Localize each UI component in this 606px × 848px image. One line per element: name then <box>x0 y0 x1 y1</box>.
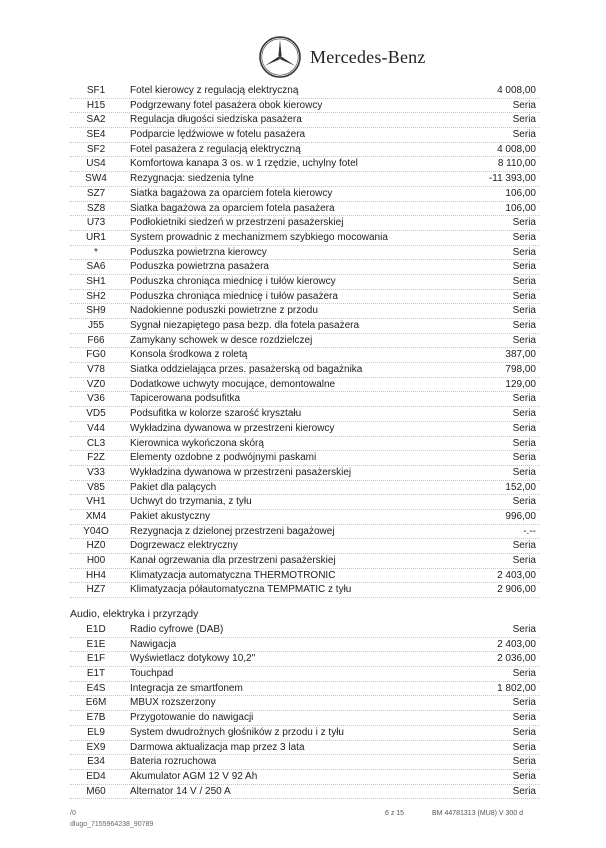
option-description: Siatka bagażowa za oparciem fotela pasażera <box>130 202 335 214</box>
audio-options-table <box>70 623 540 799</box>
option-price: Seria <box>512 437 536 449</box>
option-code: ED4 <box>86 770 106 782</box>
option-price: Seria <box>512 466 536 478</box>
option-code: HZ0 <box>86 540 106 552</box>
option-code: * <box>94 246 98 258</box>
option-description: MBUX rozszerzony <box>130 697 216 709</box>
brand-name: Mercedes-Benz <box>310 46 426 67</box>
option-price: Seria <box>512 712 536 724</box>
option-code: FG0 <box>86 349 106 361</box>
page-number: 6 z 15 <box>385 810 405 817</box>
table-row <box>70 437 540 452</box>
option-code: VH1 <box>86 496 106 508</box>
table-row <box>70 495 540 510</box>
table-row <box>70 741 540 756</box>
option-code: CL3 <box>86 437 106 449</box>
option-description: Wyświetlacz dotykowy 10,2" <box>130 653 256 665</box>
table-row <box>70 334 540 349</box>
option-price: Seria <box>512 770 536 782</box>
table-row <box>70 770 540 785</box>
table-row <box>70 583 540 598</box>
option-description: Klimatyzacja półautomatyczna TEMPMATIC z tyłu <box>130 584 352 596</box>
option-description: Przygotowanie do nawigacji <box>130 712 254 724</box>
option-description: System prowadnic z mechanizmem szybkiego mocowania <box>130 231 388 243</box>
table-row <box>70 539 540 554</box>
option-code: SW4 <box>85 173 107 185</box>
table-row <box>70 682 540 697</box>
option-description: Alternator 14 V / 250 A <box>130 785 231 797</box>
table-row <box>70 407 540 422</box>
option-price: Seria <box>512 697 536 709</box>
option-code: US4 <box>86 158 106 170</box>
option-code: SH1 <box>86 275 106 287</box>
brand-header <box>258 34 426 80</box>
option-price: Seria <box>512 305 536 317</box>
option-description: Akumulator AGM 12 V 92 Ah <box>130 770 258 782</box>
option-code: E6M <box>85 697 107 709</box>
option-price: Seria <box>512 496 536 508</box>
option-code: E4S <box>86 682 106 694</box>
option-code: Y04O <box>83 525 109 537</box>
option-description: Poduszka chroniąca miednicę i tułów pasażera <box>130 290 338 302</box>
footer-left <box>70 808 153 830</box>
option-description: Podgrzewany fotel pasażera obok kierowcy <box>130 99 323 111</box>
table-row <box>70 755 540 770</box>
option-price: 4 008,00 <box>497 85 536 96</box>
option-price: 2 906,00 <box>497 584 536 596</box>
table-row <box>70 246 540 261</box>
table-row <box>70 667 540 682</box>
option-price: 387,00 <box>505 349 536 361</box>
option-price: Seria <box>512 217 536 229</box>
option-code: EL9 <box>87 726 105 738</box>
option-description: Zamykany schowek w desce rozdzielczej <box>130 334 313 346</box>
option-price: Seria <box>512 756 536 768</box>
option-price: 8 110,00 <box>497 158 536 170</box>
table-row <box>70 422 540 437</box>
option-price: Seria <box>512 129 536 141</box>
option-price: Seria <box>512 624 536 635</box>
option-code: EX9 <box>86 741 106 753</box>
option-description: Wykładzina dywanowa w przestrzeni pasażerskiej <box>130 466 352 478</box>
option-description: Nadokienne poduszki powietrzne z przodu <box>130 305 318 317</box>
option-description: Konsola środkowa z roletą <box>130 349 248 361</box>
option-description: Wykładzina dywanowa w przestrzeni kierowcy <box>130 422 335 434</box>
option-description: Uchwyt do trzymania, z tyłu <box>130 496 252 508</box>
option-description: Darmowa aktualizacja map przez 3 lata <box>130 741 305 753</box>
options-table <box>70 84 540 598</box>
table-row <box>70 525 540 540</box>
option-code: F66 <box>87 334 105 346</box>
option-price: 798,00 <box>505 364 536 376</box>
option-code: HH4 <box>85 569 106 581</box>
option-code: SA2 <box>86 114 106 126</box>
option-price: Seria <box>512 334 536 346</box>
option-code: H15 <box>86 99 106 111</box>
option-description: Radio cyfrowe (DAB) <box>130 624 224 635</box>
option-price: Seria <box>512 408 536 420</box>
table-row <box>70 652 540 667</box>
option-code: E7B <box>86 712 106 724</box>
option-price: 2 403,00 <box>497 638 536 650</box>
table-row <box>70 157 540 172</box>
table-row <box>70 99 540 114</box>
option-description: Kierownica wykończona skórą <box>130 437 264 449</box>
option-price: 1 802,00 <box>497 682 536 694</box>
option-description: Sygnał niezapiętego pasa bezp. dla fotela pasażera <box>130 320 360 331</box>
table-row <box>70 143 540 158</box>
table-row <box>70 172 540 187</box>
table-row <box>70 216 540 231</box>
table-row <box>70 481 540 496</box>
option-price: Seria <box>512 275 536 287</box>
table-row <box>70 231 540 246</box>
option-code: E1F <box>86 653 106 665</box>
option-description: Dogrzewacz elektryczny <box>130 540 238 552</box>
document-reference: BM 44781313 (MU8) V 300 d <box>432 810 524 817</box>
option-description: Tapicerowana podsufitka <box>130 393 241 405</box>
option-code: E1E <box>86 638 106 650</box>
option-description: Klimatyzacja automatyczna THERMOTRONIC <box>130 569 336 581</box>
option-description: Elementy ozdobne z podwójnymi paskami <box>130 452 317 464</box>
table-row <box>70 378 540 393</box>
mercedes-star-icon <box>258 35 302 79</box>
option-description: Siatka bagażowa za oparciem fotela kierowcy <box>130 187 333 199</box>
option-description: Touchpad <box>130 668 174 680</box>
option-price: Seria <box>512 99 536 111</box>
option-code: V44 <box>87 422 105 434</box>
table-row <box>70 290 540 305</box>
option-price: Seria <box>512 741 536 753</box>
option-code: E1T <box>86 668 106 680</box>
table-row <box>70 84 540 99</box>
option-price: Seria <box>512 726 536 738</box>
table-row <box>70 275 540 290</box>
table-row <box>70 187 540 202</box>
option-code: SZ7 <box>86 187 106 199</box>
option-description: Siatka oddzielająca przes. pasażerską od bagażnika <box>130 364 363 376</box>
table-row <box>70 623 540 638</box>
option-price: -.-- <box>523 525 536 537</box>
option-code: E1D <box>86 624 106 635</box>
option-description: Fotel pasażera z regulacją elektryczną <box>130 143 301 155</box>
option-code: SF2 <box>86 143 106 155</box>
option-code: U73 <box>86 217 106 229</box>
table-row <box>70 554 540 569</box>
table-row <box>70 304 540 319</box>
table-row <box>70 569 540 584</box>
footer-left-line1: /0 <box>70 810 76 817</box>
option-description: System dwudrożnych głośników z przodu i z tyłu <box>130 726 344 738</box>
option-code: F2Z <box>87 452 105 464</box>
option-price: 106,00 <box>505 202 536 214</box>
table-row <box>70 319 540 334</box>
option-description: Komfortowa kanapa 3 os. w 1 rzędzie, uchylny fotel <box>130 158 358 170</box>
option-price: 2 036,00 <box>497 653 536 665</box>
option-price: 129,00 <box>505 378 536 390</box>
option-price: Seria <box>512 540 536 552</box>
option-price: Seria <box>512 393 536 405</box>
option-code: V78 <box>87 364 105 376</box>
option-code: V33 <box>87 466 105 478</box>
option-description: Integracja ze smartfonem <box>130 682 243 694</box>
option-code: J55 <box>87 320 105 331</box>
option-description: Pakiet dla palących <box>130 481 217 493</box>
option-code: SF1 <box>86 85 106 96</box>
option-description: Rezygnacja z dzielonej przestrzeni bagażowej <box>130 525 335 537</box>
option-price: 2 403,00 <box>497 569 536 581</box>
table-row <box>70 348 540 363</box>
table-row <box>70 260 540 275</box>
option-code: SA6 <box>86 261 106 273</box>
option-code: SE4 <box>86 129 106 141</box>
option-code: HZ7 <box>86 584 106 596</box>
option-description: Dodatkowe uchwyty mocujące, demontowalne <box>130 378 336 390</box>
option-description: Poduszka powietrzna kierowcy <box>130 246 267 258</box>
table-row <box>70 128 540 143</box>
option-code: XM4 <box>85 510 107 522</box>
option-code: V85 <box>87 481 105 493</box>
option-price: Seria <box>512 261 536 273</box>
option-price: Seria <box>512 555 536 566</box>
option-price: 4 008,00 <box>497 143 536 155</box>
option-price: Seria <box>512 668 536 680</box>
table-row <box>70 510 540 525</box>
table-row <box>70 785 540 800</box>
option-price: 106,00 <box>505 187 536 199</box>
option-description: Regulacja długości siedziska pasażera <box>130 114 302 126</box>
option-price: Seria <box>512 452 536 464</box>
option-price: Seria <box>512 246 536 258</box>
option-price: -11 393,00 <box>488 173 536 185</box>
option-code: SH2 <box>86 290 106 302</box>
option-code: E34 <box>87 756 105 768</box>
option-code: SZ8 <box>86 202 106 214</box>
option-price: Seria <box>512 320 536 331</box>
option-description: Fotel kierowcy z regulacją elektryczną <box>130 85 299 96</box>
table-row <box>70 466 540 481</box>
option-code: H00 <box>86 555 106 566</box>
option-code: M60 <box>86 785 106 797</box>
option-price: 152,00 <box>505 481 536 493</box>
option-description: Rezygnacja: siedzenia tylne <box>130 173 254 185</box>
option-price: Seria <box>512 422 536 434</box>
section-title-audio: Audio, elektryka i przyrządy <box>70 608 199 620</box>
table-row <box>70 696 540 711</box>
option-description: Bateria rozruchowa <box>130 756 217 768</box>
option-description: Poduszka powietrzna pasażera <box>130 261 269 273</box>
option-description: Kanał ogrzewania dla przestrzeni pasażerskiej <box>130 555 336 566</box>
option-description: Podłokietniki siedzeń w przestrzeni pasażerskiej <box>130 217 344 229</box>
table-row <box>70 202 540 217</box>
option-price: Seria <box>512 231 536 243</box>
table-row <box>70 392 540 407</box>
option-price: Seria <box>512 290 536 302</box>
option-description: Podsufitka w kolorze szarość kryształu <box>130 408 302 420</box>
footer-left-line2: dlugo_7155964238_90789 <box>70 821 154 828</box>
option-description: Nawigacja <box>130 638 177 650</box>
option-code: SH9 <box>86 305 106 317</box>
table-row <box>70 363 540 378</box>
table-row <box>70 113 540 128</box>
table-row <box>70 638 540 653</box>
option-description: Podparcie lędźwiowe w fotelu pasażera <box>130 129 306 141</box>
table-row <box>70 451 540 466</box>
option-price: Seria <box>512 785 536 797</box>
option-code: V36 <box>87 393 105 405</box>
table-row <box>70 726 540 741</box>
table-row <box>70 711 540 726</box>
option-code: UR1 <box>85 231 106 243</box>
option-code: VZ0 <box>86 378 106 390</box>
option-description: Pakiet akustyczny <box>130 510 211 522</box>
option-price: Seria <box>512 114 536 126</box>
option-description: Poduszka chroniąca miednicę i tułów kierowcy <box>130 275 336 287</box>
option-code: VD5 <box>86 408 106 420</box>
option-price: 996,00 <box>505 510 536 522</box>
